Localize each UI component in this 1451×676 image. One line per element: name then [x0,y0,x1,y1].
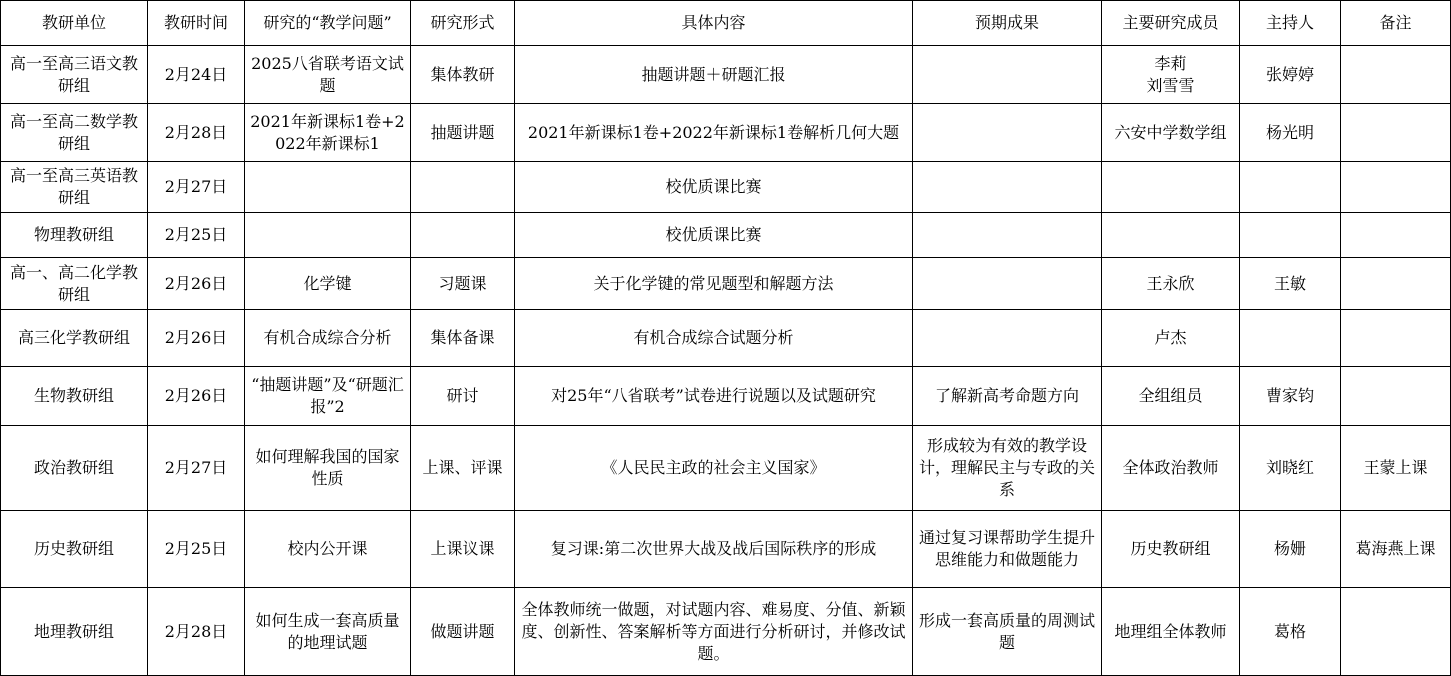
cell-host: 杨光明 [1240,104,1341,162]
table-row [1,46,1451,104]
cell-unit: 高一至高三英语教研组 [1,162,148,213]
cell-host: 葛格 [1240,588,1341,676]
cell-outcome: 形成较为有效的教学设计，理解民主与专政的关系 [913,426,1102,511]
header-members: 主要研究成员 [1102,1,1240,46]
cell-note [1341,367,1451,426]
cell-unit: 物理教研组 [1,213,148,258]
cell-form [411,162,515,213]
cell-note [1341,162,1451,213]
cell-date: 2月26日 [148,310,245,367]
cell-note [1341,588,1451,676]
header-note: 备注 [1341,1,1451,46]
cell-problem [245,162,411,213]
table-row [1,258,1451,310]
cell-date: 2月24日 [148,46,245,104]
cell-content: 抽题讲题＋研题汇报 [515,46,913,104]
cell-host [1240,310,1341,367]
cell-note [1341,46,1451,104]
cell-form: 集体教研 [411,46,515,104]
cell-problem: 有机合成综合分析 [245,310,411,367]
cell-members [1102,213,1240,258]
cell-form: 做题讲题 [411,588,515,676]
cell-problem: 2025八省联考语文试题 [245,46,411,104]
cell-problem: 如何理解我国的国家性质 [245,426,411,511]
cell-problem: 化学键 [245,258,411,310]
cell-date: 2月25日 [148,511,245,588]
table-row [1,426,1451,511]
cell-note: 葛海燕上课 [1341,511,1451,588]
cell-outcome [913,213,1102,258]
cell-members: 全体政治教师 [1102,426,1240,511]
cell-problem [245,213,411,258]
cell-problem: 如何生成一套高质量的地理试题 [245,588,411,676]
cell-form: 集体备课 [411,310,515,367]
cell-content: 《人民民主政的社会主义国家》 [515,426,913,511]
cell-outcome [913,258,1102,310]
table-row [1,162,1451,213]
table-row [1,588,1451,676]
cell-unit: 高三化学教研组 [1,310,148,367]
cell-date: 2月26日 [148,258,245,310]
cell-outcome [913,310,1102,367]
cell-note [1341,213,1451,258]
cell-content: 复习课:第二次世界大战及战后国际秩序的形成 [515,511,913,588]
header-row [1,1,1451,46]
cell-unit: 地理教研组 [1,588,148,676]
table-row [1,104,1451,162]
cell-members: 六安中学数学组 [1102,104,1240,162]
cell-outcome: 了解新高考命题方向 [913,367,1102,426]
cell-outcome: 通过复习课帮助学生提升思维能力和做题能力 [913,511,1102,588]
cell-members: 全组组员 [1102,367,1240,426]
cell-problem: “抽题讲题”及“研题汇报”2 [245,367,411,426]
cell-outcome [913,162,1102,213]
cell-problem: 校内公开课 [245,511,411,588]
table-row [1,367,1451,426]
cell-date: 2月27日 [148,162,245,213]
cell-content: 有机合成综合试题分析 [515,310,913,367]
cell-content: 关于化学键的常见题型和解题方法 [515,258,913,310]
cell-content: 2021年新课标1卷+2022年新课标1卷解析几何大题 [515,104,913,162]
cell-members: 王永欣 [1102,258,1240,310]
cell-members [1102,162,1240,213]
cell-unit: 高一至高三语文教研组 [1,46,148,104]
member-name: 李莉 [1154,53,1187,73]
cell-date: 2月28日 [148,104,245,162]
cell-members [1102,46,1240,104]
table-row [1,310,1451,367]
header-host: 主持人 [1240,1,1341,46]
cell-content: 对25年“八省联考”试卷进行说题以及试题研究 [515,367,913,426]
cell-content: 校优质课比赛 [515,213,913,258]
cell-outcome [913,46,1102,104]
cell-form [411,213,515,258]
cell-unit: 政治教研组 [1,426,148,511]
cell-unit: 生物教研组 [1,367,148,426]
header-date: 教研时间 [148,1,245,46]
cell-outcome: 形成一套高质量的周测试题 [913,588,1102,676]
cell-date: 2月28日 [148,588,245,676]
cell-host: 曹家钧 [1240,367,1341,426]
cell-unit: 历史教研组 [1,511,148,588]
cell-members: 地理组全体教师 [1102,588,1240,676]
cell-date: 2月26日 [148,367,245,426]
cell-form: 抽题讲题 [411,104,515,162]
cell-host: 杨姗 [1240,511,1341,588]
cell-unit: 高一、高二化学教研组 [1,258,148,310]
cell-host [1240,162,1341,213]
cell-date: 2月25日 [148,213,245,258]
header-content: 具体内容 [515,1,913,46]
header-problem: 研究的“教学问题” [245,1,411,46]
cell-problem: 2021年新课标1卷+2022年新课标1 [245,104,411,162]
cell-unit: 高一至高二数学教研组 [1,104,148,162]
cell-host: 张婷婷 [1240,46,1341,104]
header-unit: 教研单位 [1,1,148,46]
cell-host: 王敏 [1240,258,1341,310]
cell-form: 上课、评课 [411,426,515,511]
cell-members: 卢杰 [1102,310,1240,367]
header-form: 研究形式 [411,1,515,46]
table-row [1,511,1451,588]
cell-host [1240,213,1341,258]
cell-members: 历史教研组 [1102,511,1240,588]
cell-form: 上课议课 [411,511,515,588]
cell-host: 刘晓红 [1240,426,1341,511]
cell-content: 校优质课比赛 [515,162,913,213]
member-name: 刘雪雪 [1146,75,1195,95]
cell-form: 习题课 [411,258,515,310]
cell-note [1341,310,1451,367]
cell-note [1341,258,1451,310]
cell-note [1341,104,1451,162]
header-outcome: 预期成果 [913,1,1102,46]
cell-outcome [913,104,1102,162]
cell-date: 2月27日 [148,426,245,511]
cell-note: 王蒙上课 [1341,426,1451,511]
cell-form: 研讨 [411,367,515,426]
table-row [1,213,1451,258]
cell-content: 全体教师统一做题，对试题内容、难易度、分值、新颖度、创新性、答案解析等方面进行分析研讨，并修改试题。 [515,588,913,676]
